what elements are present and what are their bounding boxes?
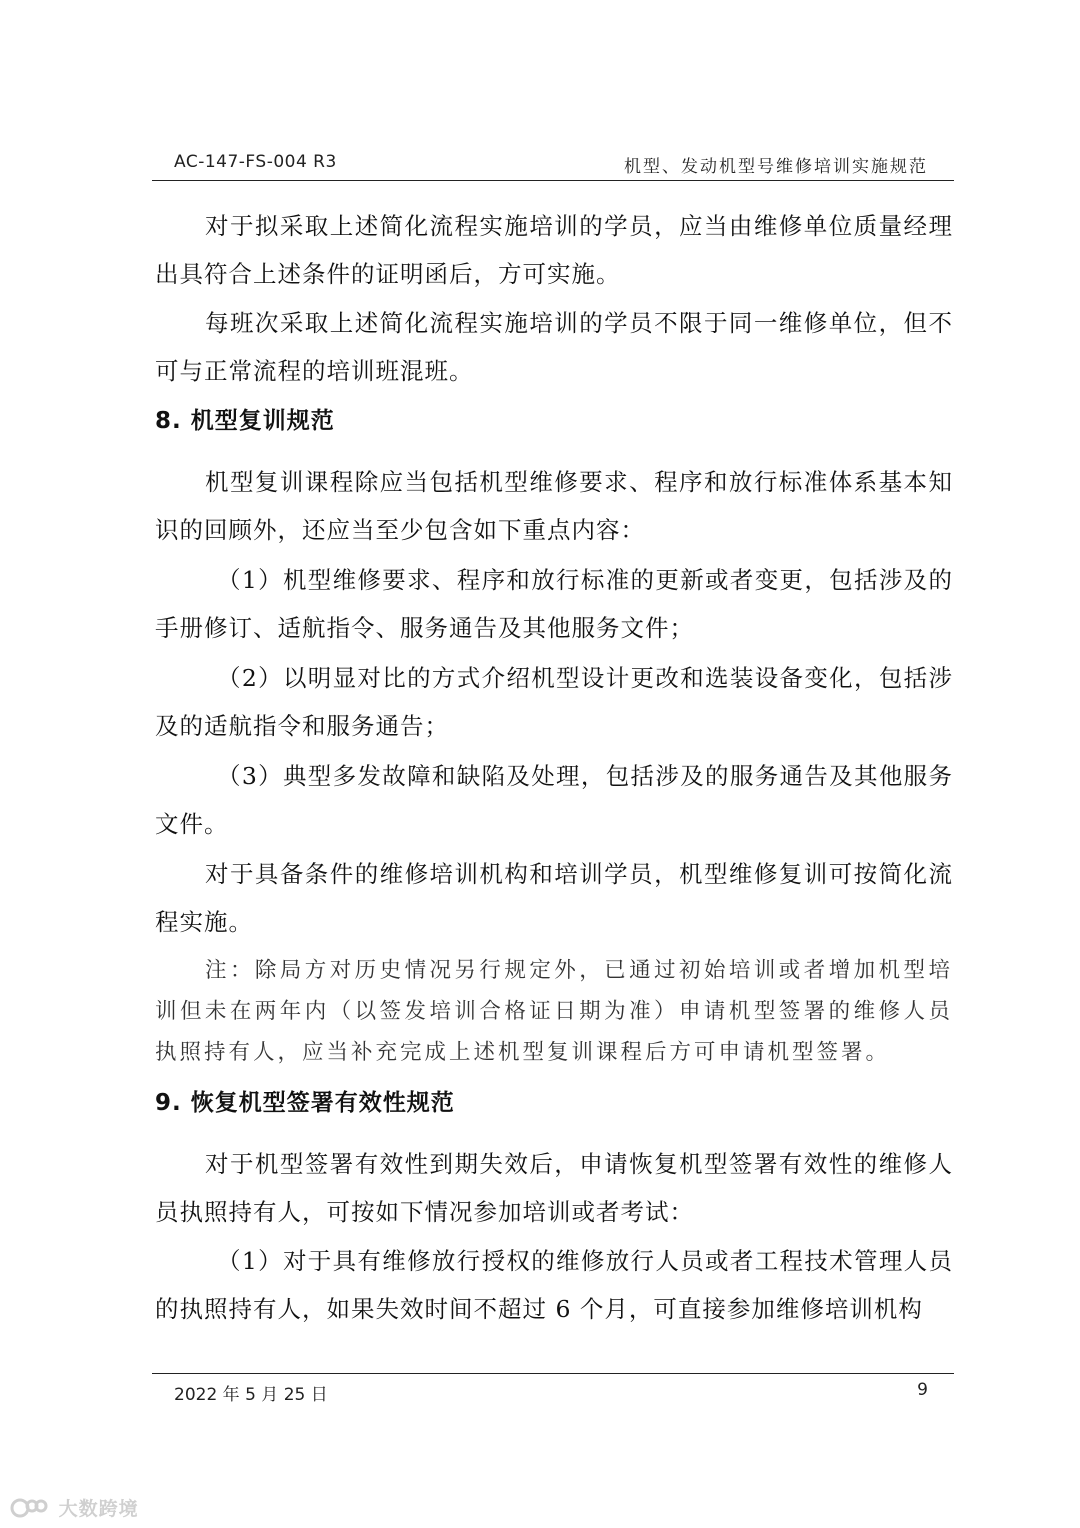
footer-date: 2022 年 5 月 25 日 — [174, 1385, 328, 1405]
list-item-3: （3）典型多发故障和缺陷及处理，包括涉及的服务通告及其他服务文件。 — [155, 762, 953, 838]
section-heading-9: 9. 恢复机型签署有效性规范 — [155, 1090, 455, 1116]
paragraph-simplified-process-certificate: 对于拟采取上述简化流程实施培训的学员，应当由维修单位质量经理出具符合上述条件的证明函后，方可实施。 — [155, 212, 953, 288]
watermark-logo-icon — [10, 1496, 48, 1520]
list-item-1: （1）机型维修要求、程序和放行标准的更新或者变更，包括涉及的手册修订、适航指令、服务通告及其他服务文件； — [155, 566, 953, 642]
page-footer — [152, 1373, 954, 1404]
note-paragraph: 注：除局方对历史情况另行规定外，已通过初始培训或者增加机型培训但未在两年内（以签发培训合格证日期为准）申请机型签署的维修人员执照持有人，应当补充完成上述机型复训课程后方可申请机型签署。 — [155, 958, 953, 1065]
paragraph-recurrent-course-content: 机型复训课程除应当包括机型维修要求、程序和放行标准体系基本知识的回顾外，还应当至少包含如下重点内容： — [155, 468, 953, 544]
paragraph-simplified-recurrent: 对于具备条件的维修培训机构和培训学员，机型维修复训可按简化流程实施。 — [155, 860, 953, 936]
document-code: AC-147-FS-004 R3 — [174, 152, 337, 172]
watermark-text: 大数跨境 — [58, 1498, 139, 1520]
list-item-restore-1: （1）对于具有维修放行授权的维修放行人员或者工程技术管理人员的执照持有人，如果失效时间不超过 6 个月，可直接参加维修培训机构 — [155, 1247, 953, 1323]
watermark — [10, 1494, 139, 1521]
paragraph-restore-validity: 对于机型签署有效性到期失效后，申请恢复机型签署有效性的维修人员执照持有人，可按如下情况参加培训或者考试： — [155, 1150, 953, 1226]
section-heading-8: 8. 机型复训规范 — [155, 408, 335, 434]
list-item-2: （2）以明显对比的方式介绍机型设计更改和选装设备变化，包括涉及的适航指令和服务通告； — [155, 664, 953, 740]
document-title: 机型、发动机型号维修培训实施规范 — [624, 157, 928, 177]
page-number: 9 — [917, 1380, 928, 1400]
page-header — [152, 150, 954, 181]
paragraph-mixed-class-rule: 每班次采取上述简化流程实施培训的学员不限于同一维修单位，但不可与正常流程的培训班混班。 — [155, 309, 953, 385]
